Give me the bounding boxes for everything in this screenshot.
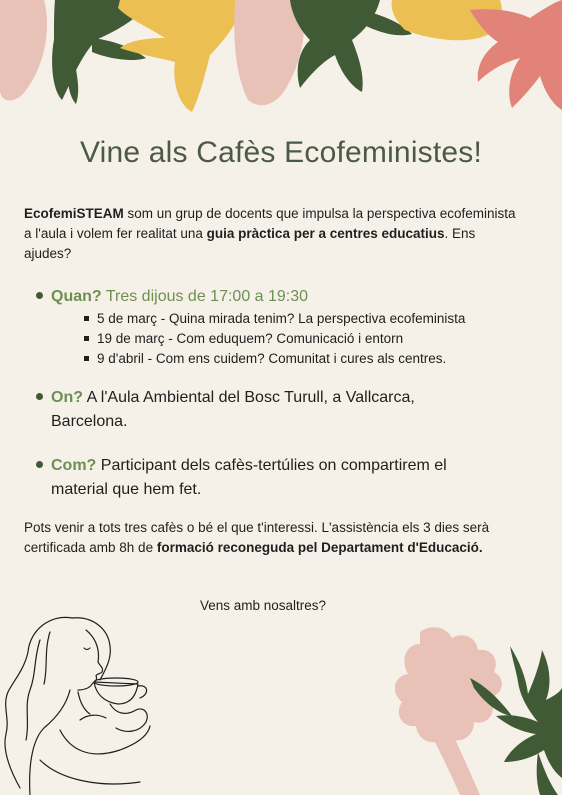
top-leaves-decoration (0, 0, 562, 120)
square-bullet-icon (84, 316, 89, 321)
intro-text-2: . Ens ajudes? (24, 226, 476, 261)
intro-paragraph (24, 204, 524, 264)
outro-text: Pots venir a tots tres cafès o bé el que t'interessi. L'assistència els 3 dies serà certificada amb 8h de (24, 520, 490, 555)
bullet-dot (36, 292, 43, 299)
bullet-dot (36, 393, 43, 400)
closing-question: Vens amb nosaltres? (199, 598, 327, 613)
quan-label: Quan? (51, 288, 102, 305)
list-item (84, 349, 536, 369)
list-item (84, 329, 536, 349)
woman-coffee-illustration (0, 610, 170, 795)
page-title: Vine als Cafès Ecofeministes! (79, 136, 483, 169)
section-quan (36, 285, 536, 369)
outro-bold: formació reconeguda pel Departament d'Educació. (156, 540, 483, 555)
intro-bold: guia pràctica per a centres educatius (206, 226, 445, 241)
section-on (36, 386, 456, 434)
square-bullet-icon (84, 336, 89, 341)
intro-text-1: som un grup de docents que impulsa la perspectiva ecofeminista a l'aula i volem fer realitat una (24, 206, 516, 241)
quan-value: Tres dijous de 17:00 a 19:30 (101, 288, 309, 305)
date-item: 9 d'abril - Com ens cuidem? Comunitat i cures als centres. (97, 351, 447, 366)
org-name: EcofemiSTEAM (24, 206, 124, 221)
on-label: On? (51, 389, 83, 406)
date-item: 5 de març - Quina mirada tenim? La perspectiva ecofeminista (97, 311, 466, 326)
on-value: A l'Aula Ambiental del Bosc Turull, a Vallcarca, Barcelona. (51, 389, 415, 430)
com-value: Participant dels cafès-tertúlies on compartirem el material que hem fet. (51, 457, 447, 498)
date-item: 19 de març - Com eduquem? Comunicació i entorn (97, 331, 404, 346)
list-item (84, 309, 536, 329)
bottom-leaves-decoration (390, 622, 562, 795)
com-label: Com? (51, 457, 97, 474)
outro-paragraph (24, 518, 534, 558)
square-bullet-icon (84, 356, 89, 361)
section-com (36, 454, 496, 502)
bullet-dot (36, 461, 43, 468)
dates-list (84, 309, 536, 369)
